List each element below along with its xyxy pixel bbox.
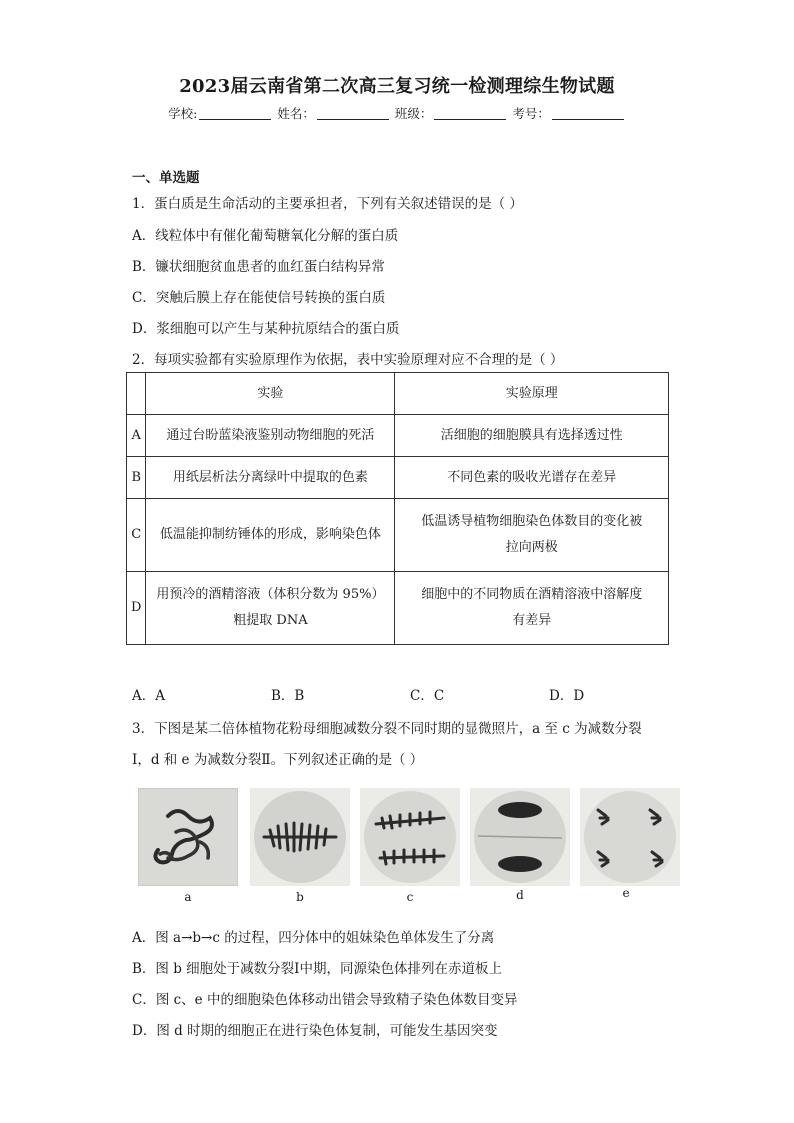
photo-label-e: e <box>622 886 630 900</box>
q1-option-d: D．浆细胞可以产生与某种抗原结合的蛋白质 <box>132 321 400 337</box>
micrograph-e <box>580 788 680 886</box>
id-blank[interactable] <box>552 107 624 120</box>
q1-option-b: B．镰状细胞贫血患者的血红蛋白结构异常 <box>132 259 385 275</box>
photo-label-b: b <box>296 890 304 904</box>
q3-option-b: B．图 b 细胞处于减数分裂Ⅰ中期，同源染色体排列在赤道板上 <box>132 961 502 977</box>
name-blank[interactable] <box>317 107 389 120</box>
row-principle-line2: 拉向两极 <box>505 540 558 555</box>
photo-label-a: a <box>184 890 192 904</box>
row-experiment-line1: 用预冷的酒精溶液（体积分数为 95%） <box>156 587 385 602</box>
table-header-experiment: 实验 <box>146 373 395 415</box>
q3-option-a: A．图 a→b→c 的过程，四分体中的姐妹染色单体发生了分离 <box>132 930 495 946</box>
table-row <box>127 457 669 499</box>
micrograph-a <box>138 788 238 886</box>
q3-option-d: D．图 d 时期的细胞正在进行染色体复制，可能发生基因突变 <box>132 1023 498 1039</box>
micrograph-c <box>360 788 460 886</box>
q1-option-c: C．突触后膜上存在能使信号转换的蛋白质 <box>132 290 386 306</box>
q1-stem: 1．蛋白质是生命活动的主要承担者，下列有关叙述错误的是（ ） <box>132 196 523 212</box>
row-principle-line1: 低温诱导植物细胞染色体数目的变化被 <box>421 514 643 529</box>
school-label: 学校: <box>168 106 198 121</box>
micrograph-d <box>470 788 570 886</box>
section-title: 一、单选题 <box>132 170 200 186</box>
q3-stem-line1: 3．下图是某二倍体植物花粉母细胞减数分裂不同时期的显微照片，a 至 c 为减数分裂 <box>132 721 642 737</box>
row-principle <box>395 499 669 572</box>
photo-label-c: c <box>406 890 414 904</box>
table-row <box>127 572 669 645</box>
table-header-row <box>127 373 669 415</box>
q2-choice-a: A．A <box>132 688 165 704</box>
row-key: A <box>127 415 146 457</box>
row-experiment <box>146 572 395 645</box>
q1-option-a: A．线粒体中有催化葡萄糖氧化分解的蛋白质 <box>132 228 399 244</box>
row-experiment-line2: 粗提取 DNA <box>233 613 308 628</box>
q2-stem: 2．每项实验都有实验原理作为依据，表中实验原理对应不合理的是（ ） <box>132 352 564 368</box>
q3-option-c: C．图 c、e 中的细胞染色体移动出错会导致精子染色体数目变异 <box>132 992 518 1008</box>
student-info-line <box>0 104 794 122</box>
row-experiment: 低温能抑制纺锤体的形成，影响染色体 <box>146 499 395 572</box>
id-label: 考号： <box>512 106 550 121</box>
q2-choice-d: D．D <box>549 688 585 704</box>
q2-choice-c: C．C <box>410 688 445 704</box>
micrograph-strip <box>138 788 678 906</box>
table-row <box>127 415 669 457</box>
class-blank[interactable] <box>434 107 506 120</box>
row-principle <box>395 572 669 645</box>
row-key: C <box>127 499 146 572</box>
experiment-table <box>126 372 669 645</box>
row-key: B <box>127 457 146 499</box>
class-label: 班级： <box>394 106 433 121</box>
table-header-key <box>127 373 146 415</box>
photo-label-d: d <box>516 888 524 902</box>
row-principle-line1: 细胞中的不同物质在酒精溶液中溶解度 <box>421 587 643 602</box>
row-key: D <box>127 572 146 645</box>
q2-choice-b: B．B <box>271 688 305 704</box>
q3-stem-line2: Ⅰ，d 和 e 为减数分裂Ⅱ。下列叙述正确的是（ ） <box>132 752 424 768</box>
page-title: 2023届云南省第二次高三复习统一检测理综生物试题 <box>179 76 615 97</box>
school-blank[interactable] <box>199 107 271 120</box>
table-row <box>127 499 669 572</box>
row-experiment: 用纸层析法分离绿叶中提取的色素 <box>146 457 395 499</box>
table-header-principle: 实验原理 <box>395 373 669 415</box>
micrograph-b <box>250 788 350 886</box>
name-label: 姓名： <box>277 106 315 121</box>
row-principle: 不同色素的吸收光谱存在差异 <box>395 457 669 499</box>
row-principle-line2: 有差异 <box>512 613 552 628</box>
row-experiment: 通过台盼蓝染液鉴别动物细胞的死活 <box>146 415 395 457</box>
row-principle: 活细胞的细胞膜具有选择透过性 <box>395 415 669 457</box>
